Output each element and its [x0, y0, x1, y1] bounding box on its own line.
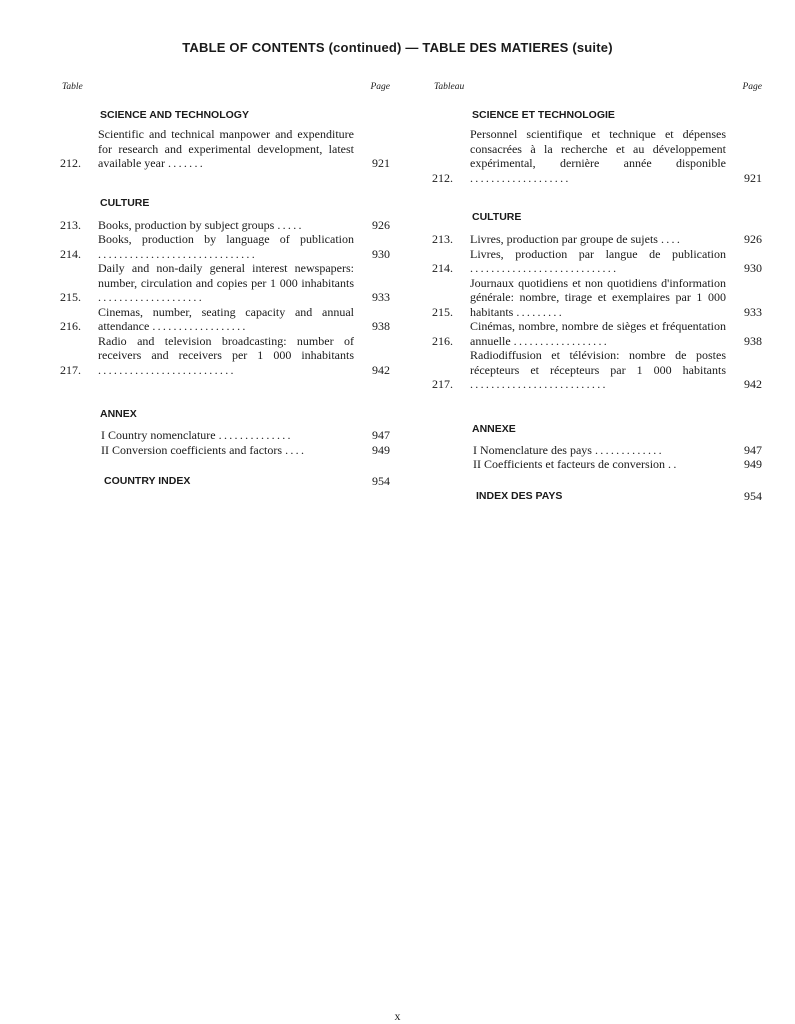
toc-entry-217[interactable]: 217. Radiodiffusion et télévision: nombre de postes récepteurs et récepteurs par 1 000 habitants .......................... 942: [432, 348, 762, 391]
table-column-label: Table: [62, 82, 83, 92]
toc-entry-214[interactable]: 214. Books, production by language of publication .............................. 930: [60, 232, 390, 261]
entry-page: 949: [372, 442, 390, 457]
toc-entry-215[interactable]: 215. Daily and non-daily general interest newspapers: number, circulation and copies per 1 000 inhabitants .................... 933: [60, 261, 390, 304]
toc-entry-216[interactable]: 216. Cinemas, number, seating capacity and annual attendance .................. 938: [60, 304, 390, 333]
entry-page: 942: [372, 362, 390, 377]
toc-english: [60, 80, 390, 489]
entry-title: Journaux quotidiens et non quotidiens d'information générale: nombre, tirage et exemplaires par 1 000 habitants: [470, 275, 726, 319]
section-heading-culture: CULTURE: [100, 196, 150, 209]
page-title: TABLE OF CONTENTS (continued) — TABLE DES MATIERES (suite): [182, 40, 613, 55]
entry-title: Books, production by subject groups: [98, 217, 275, 232]
entry-number: 217.: [432, 377, 453, 391]
entry-title: Livres, production par groupe de sujets: [470, 232, 658, 246]
section-heading-culture: CULTURE: [472, 211, 522, 223]
entry-number: 214.: [432, 261, 453, 275]
toc-entry-annex-1[interactable]: I Nomenclature des pays ............. 947: [473, 442, 762, 457]
toc-entry-annex-2[interactable]: II Conversion coefficients and factors .... 949: [101, 442, 390, 457]
section-heading-annex: ANNEXE: [472, 422, 516, 435]
entry-page: 949: [744, 457, 762, 471]
table-column-label: Tableau: [434, 82, 465, 92]
entry-page: 933: [744, 304, 762, 319]
index-label: INDEX DES PAYS: [476, 489, 563, 502]
entry-number: 213.: [432, 232, 453, 246]
entry-number: 212.: [432, 170, 453, 185]
toc-entry-212[interactable]: 212. Personnel scientifique et technique et dépenses consacrées à la recherche et au développement expérimental, dernière année disponible ................... 921: [432, 127, 762, 185]
toc-entry-217[interactable]: 217. Radio and television broadcasting: number of receivers and receivers per 1 000 inhabitants .......................... 942: [60, 333, 390, 377]
entry-title: Cinémas, nombre, nombre de sièges et fréquentation annuelle: [470, 319, 726, 348]
entry-title: II Coefficients et facteurs de conversion: [473, 457, 666, 471]
entry-page: 921: [372, 156, 390, 170]
entry-page: 926: [744, 232, 762, 246]
entry-number: 215.: [60, 290, 81, 304]
entry-number: 216.: [432, 333, 453, 348]
toc-entry-216[interactable]: 216. Cinémas, nombre, nombre de sièges et fréquentation annuelle .................. 938: [432, 319, 762, 348]
toc-french: [432, 80, 762, 503]
entry-page: 921: [744, 170, 762, 185]
entry-number: 212.: [60, 156, 81, 170]
toc-entry-212[interactable]: 212. Scientific and technical manpower and expenditure for research and experimental development, latest available year ....... 921: [60, 127, 390, 170]
entry-title: Daily and non-daily general interest newspapers: number, circulation and copies per 1 000 inhabitants: [98, 261, 354, 290]
toc-entry-annex-2[interactable]: II Coefficients et facteurs de conversion .. 949: [473, 457, 762, 471]
entry-title: Radio and television broadcasting: number of receivers and receivers per 1 000 inhabitants: [98, 333, 354, 362]
entry-page: 926: [372, 217, 390, 232]
entry-title: Cinemas, number, seating capacity and annual attendance: [98, 304, 354, 333]
entry-title: Scientific and technical manpower and expenditure for research and experimental development, latest available year: [98, 127, 354, 170]
entry-page: 938: [744, 333, 762, 348]
toc-entry-country-index[interactable]: [60, 474, 390, 489]
index-label: COUNTRY INDEX: [104, 475, 191, 487]
entry-page: 930: [372, 246, 390, 261]
toc-entry-country-index[interactable]: [432, 489, 762, 504]
entry-number: 215.: [432, 304, 453, 319]
page-column-label: Page: [370, 82, 390, 92]
entry-number: 217.: [60, 362, 81, 377]
entry-title: I Country nomenclature: [101, 428, 216, 442]
section-heading-annex: ANNEX: [100, 408, 137, 420]
page-number: x: [394, 1009, 401, 1023]
entry-title: Personnel scientifique et technique et dépenses consacrées à la recherche et au développement expérimental, dernière année disponible: [470, 127, 726, 170]
toc-entry-215[interactable]: 215. Journaux quotidiens et non quotidiens d'information générale: nombre, tirage et exemplaires par 1 000 habitants ......... 933: [432, 275, 762, 319]
toc-entry-214[interactable]: 214. Livres, production par langue de publication ............................ 930: [432, 246, 762, 275]
entry-title: II Conversion coefficients and factors: [101, 442, 283, 457]
entry-page: 954: [372, 474, 390, 488]
entry-number: 213.: [60, 217, 81, 232]
entry-page: 954: [744, 488, 762, 503]
entry-page: 933: [372, 290, 390, 304]
entry-title: I Nomenclature des pays: [473, 442, 592, 457]
page-column-label: Page: [742, 82, 762, 92]
toc-entry-213[interactable]: 213. Books, production by subject groups ..... 926: [60, 217, 390, 232]
entry-page: 947: [744, 442, 762, 457]
toc-entry-annex-1[interactable]: I Country nomenclature .............. 947: [101, 428, 390, 442]
entry-page: 942: [744, 377, 762, 391]
column-header: [432, 80, 762, 94]
entry-number: 214.: [60, 246, 81, 261]
toc-entry-213[interactable]: 213. Livres, production par groupe de sujets .... 926: [432, 232, 762, 246]
entry-page: 938: [372, 319, 390, 333]
entry-title: Books, production by language of publication: [98, 232, 354, 246]
entry-page: 947: [372, 428, 390, 442]
entry-title: Radiodiffusion et télévision: nombre de postes récepteurs et récepteurs par 1 000 habitants: [470, 348, 726, 377]
entry-number: 216.: [60, 319, 81, 333]
entry-page: 930: [744, 261, 762, 275]
section-heading-science: SCIENCE ET TECHNOLOGIE: [472, 109, 615, 121]
entry-title: Livres, production par langue de publication: [470, 246, 726, 261]
section-heading-science: SCIENCE AND TECHNOLOGY: [100, 109, 249, 121]
column-header: [60, 80, 390, 94]
